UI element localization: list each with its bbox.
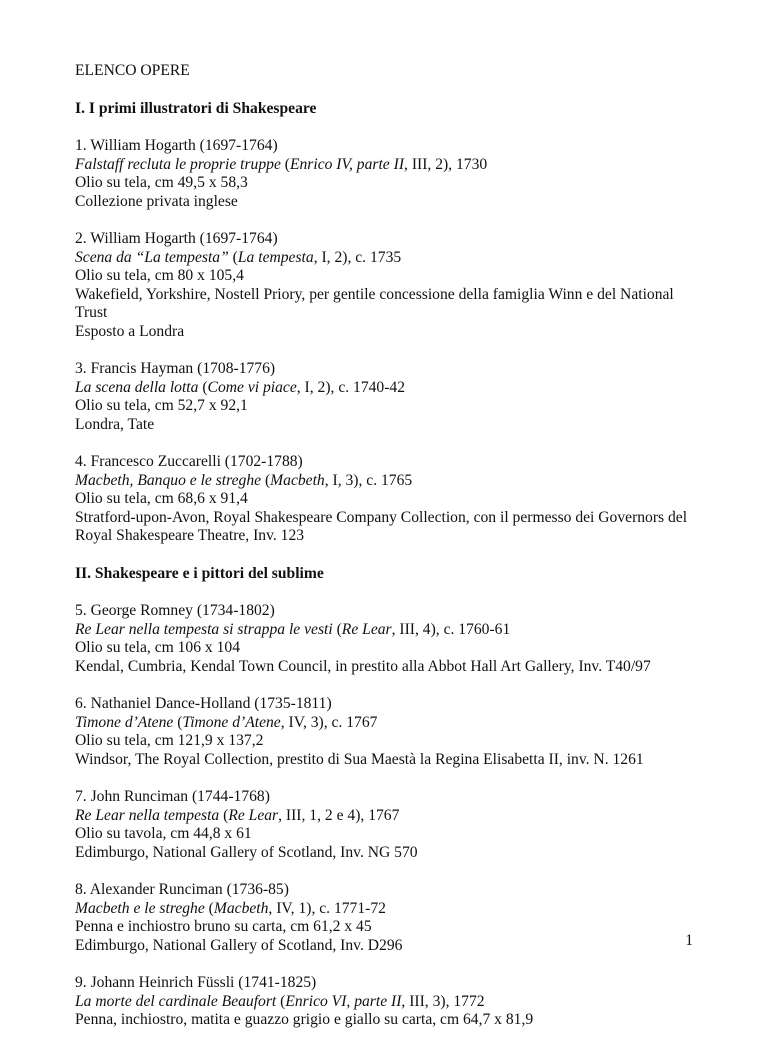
catalogue-entry <box>75 602 697 676</box>
entry-medium: Olio su tavola, cm 44,8 x 61 <box>75 825 252 842</box>
entry-work-title: La morte del cardinale Beaufort <box>75 992 277 1010</box>
entry-title-line: Re Lear nella tempesta (Re Lear, III, 1, 2 e 4), 1767 <box>75 806 400 824</box>
section-heading: I. I primi illustratori di Shakespeare <box>75 99 317 117</box>
entry-source-play: La tempesta <box>237 248 314 266</box>
entry-source-play: Timone d’Atene <box>182 713 281 731</box>
entry-work-title: Macbeth e le streghe <box>75 899 205 917</box>
entry-source-reference: , I, 3), c. 1765 <box>324 471 413 489</box>
catalogue-entry <box>75 137 697 211</box>
catalogue-entry <box>75 695 697 769</box>
catalogue-entry <box>75 360 697 434</box>
entry-title-line: Falstaff recluta le proprie truppe (Enrico IV, parte II, III, 2), 1730 <box>75 155 488 173</box>
entry-source-reference: , I, 2), c. 1735 <box>313 248 402 266</box>
entry-title-line: Macbeth, Banquo e le streghe (Macbeth, I, 3), c. 1765 <box>75 471 413 489</box>
entry-source-reference: , III, 1, 2 e 4), 1767 <box>278 806 400 824</box>
entry-source-reference: , I, 2), c. 1740-42 <box>296 378 406 396</box>
entry-source-reference: , III, 4), c. 1760-61 <box>391 620 511 638</box>
entry-artist: 7. John Runciman (1744-1768) <box>75 788 270 805</box>
catalogue-entry <box>75 230 697 341</box>
entry-work-title: Timone d’Atene <box>75 713 174 731</box>
entry-source-play: Re Lear <box>228 806 279 824</box>
entry-artist: 5. George Romney (1734-1802) <box>75 602 275 619</box>
entry-work-title: Macbeth, Banquo e le streghe <box>75 471 262 489</box>
entry-source-play: Macbeth <box>213 899 269 917</box>
entry-title-line: La morte del cardinale Beaufort (Enrico VI, parte II, III, 3), 1772 <box>75 992 485 1010</box>
section-heading: II. Shakespeare e i pittori del sublime <box>75 564 324 582</box>
entry-source-reference: , IV, 1), c. 1771-72 <box>268 899 386 917</box>
entry-title-line: La scena della lotta (Come vi piace, I, 2), c. 1740-42 <box>75 378 406 396</box>
entry-artist: 8. Alexander Runciman (1736-85) <box>75 881 289 898</box>
entry-source-play: Enrico IV, parte II <box>289 155 405 173</box>
entry-work-title: Falstaff recluta le proprie truppe <box>75 155 281 173</box>
entry-medium: Olio su tela, cm 121,9 x 137,2 <box>75 732 264 749</box>
entry-location: Collezione privata inglese <box>75 192 238 210</box>
entry-source-reference: , IV, 3), c. 1767 <box>280 713 378 731</box>
entry-artist: 6. Nathaniel Dance-Holland (1735-1811) <box>75 695 332 712</box>
entry-artist: 3. Francis Hayman (1708-1776) <box>75 360 276 377</box>
entry-artist: 1. William Hogarth (1697-1764) <box>75 137 278 154</box>
entry-medium: Olio su tela, cm 80 x 105,4 <box>75 267 244 284</box>
entry-medium: Olio su tela, cm 49,5 x 58,3 <box>75 174 248 191</box>
entry-location: Kendal, Cumbria, Kendal Town Council, in prestito alla Abbot Hall Art Gallery, Inv. T40/97 <box>75 657 651 675</box>
entry-source-play: Enrico VI, parte II <box>285 992 402 1010</box>
entry-title-line: Re Lear nella tempesta si strappa le vesti (Re Lear, III, 4), c. 1760-61 <box>75 620 511 638</box>
document-page <box>75 62 697 1049</box>
entry-location: Stratford-upon-Avon, Royal Shakespeare Company Collection, con il permesso dei Governors del <box>75 508 688 526</box>
entry-location: Wakefield, Yorkshire, Nostell Priory, per gentile concessione della famiglia Winn e del National <box>75 285 674 303</box>
entry-source-play: Come vi piace <box>207 378 297 396</box>
page-number: 1 <box>685 932 693 949</box>
entry-artist: 9. Johann Heinrich Füssli (1741-1825) <box>75 974 317 991</box>
entry-location: Edimburgo, National Gallery of Scotland, Inv. D296 <box>75 936 403 954</box>
entry-work-title: Re Lear nella tempesta <box>75 806 220 824</box>
entry-artist: 4. Francesco Zuccarelli (1702-1788) <box>75 453 303 470</box>
entry-location: Edimburgo, National Gallery of Scotland, Inv. NG 570 <box>75 843 418 861</box>
entry-source-play: Macbeth <box>270 471 325 489</box>
entry-source-reference: , III, 2), 1730 <box>404 155 488 173</box>
entry-location: Royal Shakespeare Theatre, Inv. 123 <box>75 527 305 544</box>
catalogue-entry <box>75 881 697 955</box>
document-title: ELENCO OPERE <box>75 62 190 79</box>
entry-source-play: Re Lear <box>341 620 392 638</box>
entry-work-title: La scena della lotta <box>75 378 199 396</box>
entry-medium: Penna e inchiostro bruno su carta, cm 61,2 x 45 <box>75 918 372 935</box>
catalogue-entry <box>75 974 697 1030</box>
entry-title-line: Scena da “La tempesta” (La tempesta, I, 2), c. 1735 <box>75 248 402 266</box>
entry-work-title: Re Lear nella tempesta si strappa le vesti <box>75 620 333 638</box>
sections-container <box>75 100 697 1030</box>
entry-medium: Olio su tela, cm 68,6 x 91,4 <box>75 490 248 507</box>
entry-location: Windsor, The Royal Collection, prestito di Sua Maestà la Regina Elisabetta II, inv. N. 1261 <box>75 750 644 768</box>
entry-medium: Olio su tela, cm 52,7 x 92,1 <box>75 397 248 414</box>
entry-location: Esposto a Londra <box>75 322 185 340</box>
entry-artist: 2. William Hogarth (1697-1764) <box>75 230 278 247</box>
entry-source-reference: , III, 3), 1772 <box>401 992 485 1010</box>
catalogue-entry <box>75 788 697 862</box>
entry-title-line: Macbeth e le streghe (Macbeth, IV, 1), c. 1771-72 <box>75 899 386 917</box>
entry-work-title: Scena da “La tempesta” <box>75 248 229 266</box>
entry-location: Londra, Tate <box>75 415 155 433</box>
entry-medium: Penna, inchiostro, matita e guazzo grigio e giallo su carta, cm 64,7 x 81,9 <box>75 1011 534 1028</box>
entry-location: Trust <box>75 304 108 321</box>
catalogue-entry <box>75 453 697 546</box>
entry-medium: Olio su tela, cm 106 x 104 <box>75 639 241 656</box>
entry-title-line: Timone d’Atene (Timone d’Atene, IV, 3), c. 1767 <box>75 713 378 731</box>
